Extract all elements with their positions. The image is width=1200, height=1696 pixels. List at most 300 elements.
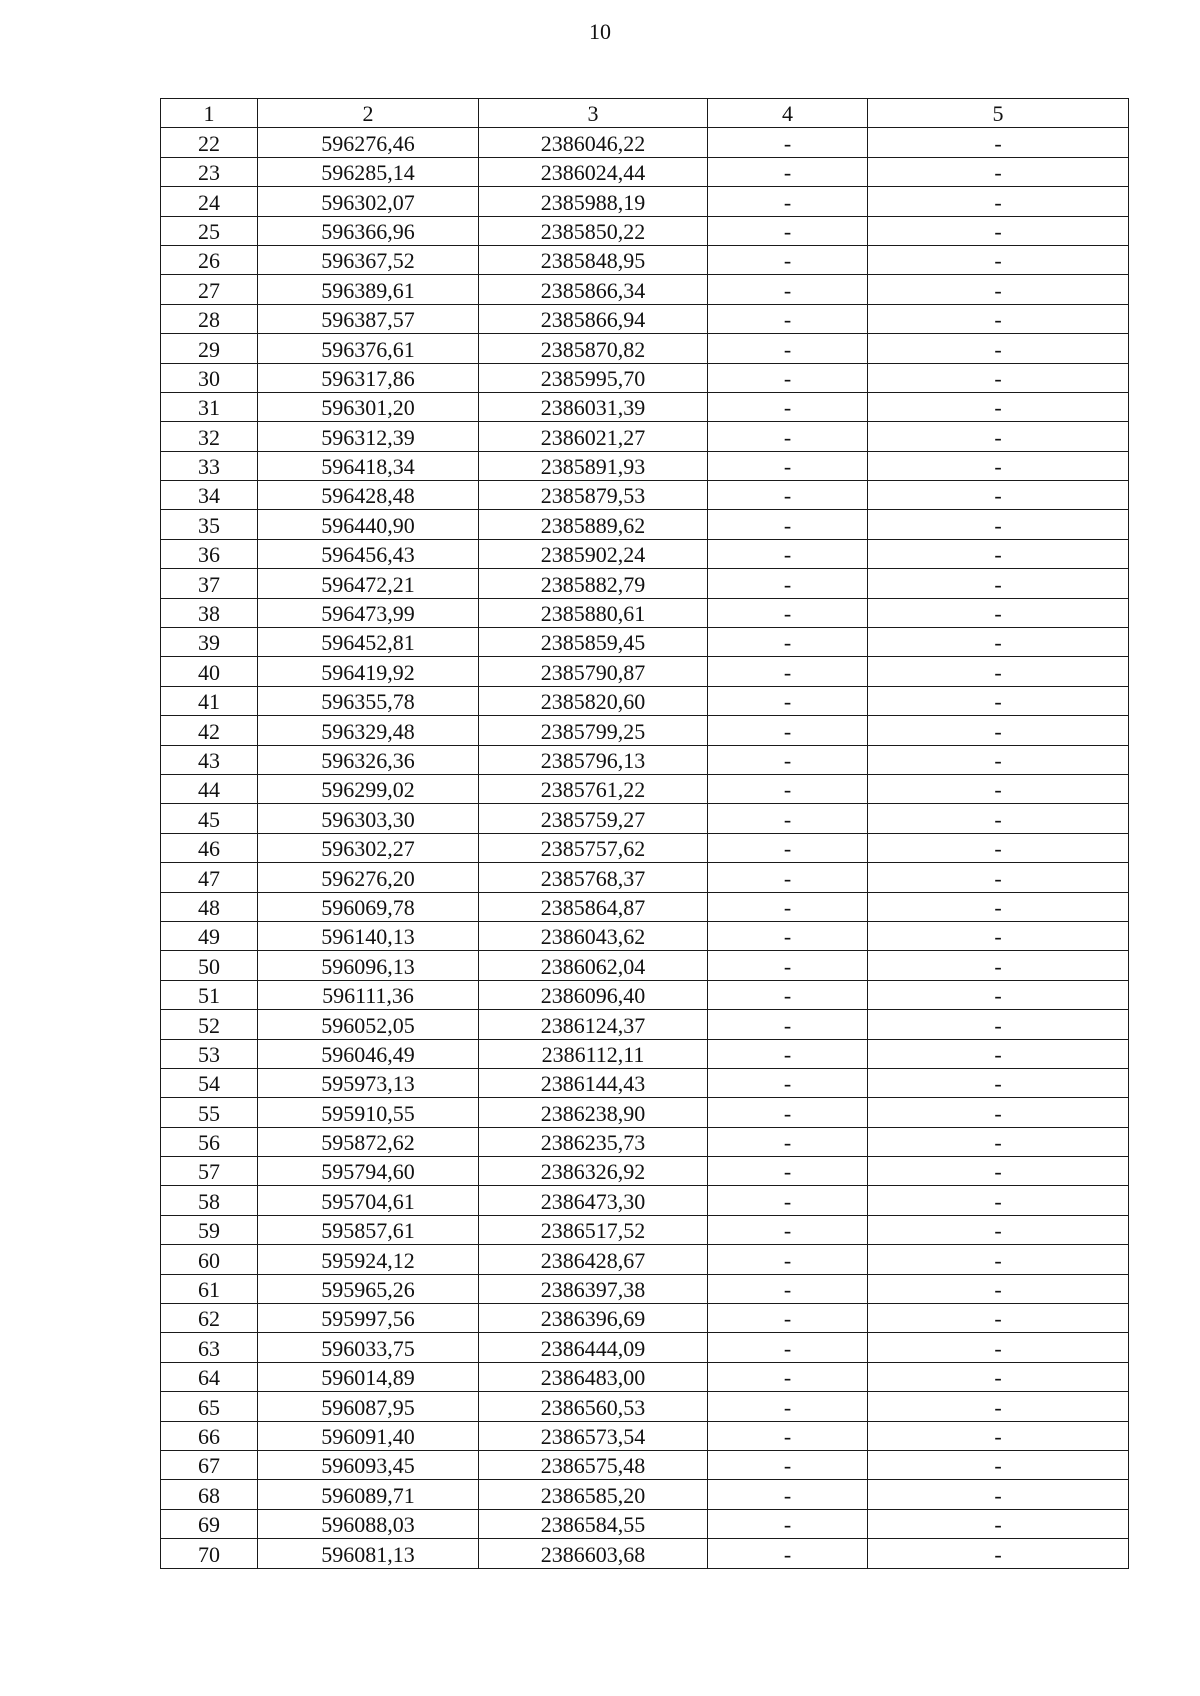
y-coordinate-cell: 2386238,90 xyxy=(479,1098,708,1127)
column-4-cell: - xyxy=(708,304,868,333)
x-coordinate-cell: 596440,90 xyxy=(258,510,479,539)
x-coordinate-cell: 595910,55 xyxy=(258,1098,479,1127)
x-coordinate-cell: 596093,45 xyxy=(258,1450,479,1479)
point-number-cell: 22 xyxy=(161,128,258,157)
table-row xyxy=(161,510,1129,539)
table-row xyxy=(161,1539,1129,1568)
point-number-cell: 36 xyxy=(161,539,258,568)
point-number-cell: 47 xyxy=(161,863,258,892)
table-row xyxy=(161,745,1129,774)
y-coordinate-cell: 2385757,62 xyxy=(479,833,708,862)
x-coordinate-cell: 596472,21 xyxy=(258,569,479,598)
x-coordinate-cell: 596367,52 xyxy=(258,245,479,274)
column-4-cell: - xyxy=(708,774,868,803)
y-coordinate-cell: 2386603,68 xyxy=(479,1539,708,1568)
column-4-cell: - xyxy=(708,745,868,774)
column-4-cell: - xyxy=(708,392,868,421)
column-4-cell: - xyxy=(708,334,868,363)
x-coordinate-cell: 595973,13 xyxy=(258,1068,479,1097)
point-number-cell: 52 xyxy=(161,1010,258,1039)
table-row xyxy=(161,1215,1129,1244)
point-number-cell: 26 xyxy=(161,245,258,274)
column-5-cell: - xyxy=(868,539,1129,568)
table-row xyxy=(161,481,1129,510)
y-coordinate-cell: 2385866,34 xyxy=(479,275,708,304)
point-number-cell: 34 xyxy=(161,481,258,510)
table-row xyxy=(161,216,1129,245)
y-coordinate-cell: 2385889,62 xyxy=(479,510,708,539)
x-coordinate-cell: 595872,62 xyxy=(258,1127,479,1156)
point-number-cell: 54 xyxy=(161,1068,258,1097)
y-coordinate-cell: 2385859,45 xyxy=(479,628,708,657)
table-row xyxy=(161,804,1129,833)
x-coordinate-cell: 596387,57 xyxy=(258,304,479,333)
column-4-cell: - xyxy=(708,1127,868,1156)
column-4-cell: - xyxy=(708,1039,868,1068)
coordinates-table xyxy=(160,98,1129,1569)
point-number-cell: 43 xyxy=(161,745,258,774)
x-coordinate-cell: 595997,56 xyxy=(258,1304,479,1333)
y-coordinate-cell: 2386021,27 xyxy=(479,422,708,451)
column-4-cell: - xyxy=(708,157,868,186)
table-row xyxy=(161,686,1129,715)
table-row xyxy=(161,657,1129,686)
y-coordinate-cell: 2386031,39 xyxy=(479,392,708,421)
column-4-cell: - xyxy=(708,275,868,304)
table-row xyxy=(161,1333,1129,1362)
table-row xyxy=(161,569,1129,598)
column-5-cell: - xyxy=(868,157,1129,186)
column-header: 2 xyxy=(258,99,479,128)
column-5-cell: - xyxy=(868,892,1129,921)
column-5-cell: - xyxy=(868,1245,1129,1274)
point-number-cell: 28 xyxy=(161,304,258,333)
column-5-cell: - xyxy=(868,1098,1129,1127)
x-coordinate-cell: 596376,61 xyxy=(258,334,479,363)
y-coordinate-cell: 2385879,53 xyxy=(479,481,708,510)
column-5-cell: - xyxy=(868,686,1129,715)
y-coordinate-cell: 2386585,20 xyxy=(479,1480,708,1509)
y-coordinate-cell: 2385880,61 xyxy=(479,598,708,627)
point-number-cell: 27 xyxy=(161,275,258,304)
y-coordinate-cell: 2386397,38 xyxy=(479,1274,708,1303)
table-row xyxy=(161,422,1129,451)
point-number-cell: 59 xyxy=(161,1215,258,1244)
y-coordinate-cell: 2385820,60 xyxy=(479,686,708,715)
x-coordinate-cell: 596276,20 xyxy=(258,863,479,892)
column-4-cell: - xyxy=(708,863,868,892)
table-row xyxy=(161,863,1129,892)
x-coordinate-cell: 596452,81 xyxy=(258,628,479,657)
column-5-cell: - xyxy=(868,1215,1129,1244)
y-coordinate-cell: 2386584,55 xyxy=(479,1509,708,1538)
point-number-cell: 58 xyxy=(161,1186,258,1215)
point-number-cell: 68 xyxy=(161,1480,258,1509)
point-number-cell: 69 xyxy=(161,1509,258,1538)
column-5-cell: - xyxy=(868,1539,1129,1568)
y-coordinate-cell: 2385799,25 xyxy=(479,716,708,745)
column-4-cell: - xyxy=(708,657,868,686)
table-row xyxy=(161,980,1129,1009)
y-coordinate-cell: 2385796,13 xyxy=(479,745,708,774)
column-5-cell: - xyxy=(868,245,1129,274)
column-5-cell: - xyxy=(868,334,1129,363)
column-4-cell: - xyxy=(708,216,868,245)
y-coordinate-cell: 2386112,11 xyxy=(479,1039,708,1068)
column-4-cell: - xyxy=(708,1274,868,1303)
point-number-cell: 56 xyxy=(161,1127,258,1156)
x-coordinate-cell: 596285,14 xyxy=(258,157,479,186)
y-coordinate-cell: 2385759,27 xyxy=(479,804,708,833)
table-row xyxy=(161,539,1129,568)
y-coordinate-cell: 2386473,30 xyxy=(479,1186,708,1215)
x-coordinate-cell: 596046,49 xyxy=(258,1039,479,1068)
column-4-cell: - xyxy=(708,363,868,392)
column-4-cell: - xyxy=(708,1480,868,1509)
column-4-cell: - xyxy=(708,451,868,480)
point-number-cell: 63 xyxy=(161,1333,258,1362)
table-row xyxy=(161,1068,1129,1097)
point-number-cell: 57 xyxy=(161,1157,258,1186)
column-4-cell: - xyxy=(708,1421,868,1450)
table-row xyxy=(161,1392,1129,1421)
point-number-cell: 60 xyxy=(161,1245,258,1274)
column-5-cell: - xyxy=(868,1304,1129,1333)
column-5-cell: - xyxy=(868,863,1129,892)
table-row xyxy=(161,598,1129,627)
column-4-cell: - xyxy=(708,510,868,539)
column-5-cell: - xyxy=(868,628,1129,657)
point-number-cell: 62 xyxy=(161,1304,258,1333)
y-coordinate-cell: 2386517,52 xyxy=(479,1215,708,1244)
y-coordinate-cell: 2385768,37 xyxy=(479,863,708,892)
x-coordinate-cell: 595924,12 xyxy=(258,1245,479,1274)
table-row xyxy=(161,1421,1129,1450)
x-coordinate-cell: 596087,95 xyxy=(258,1392,479,1421)
x-coordinate-cell: 596091,40 xyxy=(258,1421,479,1450)
y-coordinate-cell: 2386062,04 xyxy=(479,951,708,980)
point-number-cell: 25 xyxy=(161,216,258,245)
table-row xyxy=(161,1450,1129,1479)
table-row xyxy=(161,833,1129,862)
table-row xyxy=(161,628,1129,657)
y-coordinate-cell: 2386575,48 xyxy=(479,1450,708,1479)
x-coordinate-cell: 596033,75 xyxy=(258,1333,479,1362)
y-coordinate-cell: 2386024,44 xyxy=(479,157,708,186)
y-coordinate-cell: 2386096,40 xyxy=(479,980,708,1009)
point-number-cell: 48 xyxy=(161,892,258,921)
column-4-cell: - xyxy=(708,422,868,451)
column-5-cell: - xyxy=(868,804,1129,833)
y-coordinate-cell: 2385870,82 xyxy=(479,334,708,363)
column-5-cell: - xyxy=(868,1127,1129,1156)
x-coordinate-cell: 596052,05 xyxy=(258,1010,479,1039)
column-4-cell: - xyxy=(708,686,868,715)
column-4-cell: - xyxy=(708,980,868,1009)
x-coordinate-cell: 595965,26 xyxy=(258,1274,479,1303)
column-5-cell: - xyxy=(868,304,1129,333)
table-row xyxy=(161,1274,1129,1303)
point-number-cell: 46 xyxy=(161,833,258,862)
x-coordinate-cell: 596418,34 xyxy=(258,451,479,480)
column-header: 3 xyxy=(479,99,708,128)
column-5-cell: - xyxy=(868,216,1129,245)
point-number-cell: 39 xyxy=(161,628,258,657)
column-5-cell: - xyxy=(868,1421,1129,1450)
y-coordinate-cell: 2386144,43 xyxy=(479,1068,708,1097)
column-4-cell: - xyxy=(708,1333,868,1362)
x-coordinate-cell: 596389,61 xyxy=(258,275,479,304)
column-5-cell: - xyxy=(868,275,1129,304)
table-row xyxy=(161,1480,1129,1509)
x-coordinate-cell: 596069,78 xyxy=(258,892,479,921)
x-coordinate-cell: 596089,71 xyxy=(258,1480,479,1509)
point-number-cell: 51 xyxy=(161,980,258,1009)
column-5-cell: - xyxy=(868,1480,1129,1509)
column-5-cell: - xyxy=(868,716,1129,745)
y-coordinate-cell: 2386396,69 xyxy=(479,1304,708,1333)
y-coordinate-cell: 2386560,53 xyxy=(479,1392,708,1421)
table-row xyxy=(161,1127,1129,1156)
column-5-cell: - xyxy=(868,1068,1129,1097)
x-coordinate-cell: 596456,43 xyxy=(258,539,479,568)
table-body xyxy=(161,99,1129,1569)
column-4-cell: - xyxy=(708,1539,868,1568)
point-number-cell: 45 xyxy=(161,804,258,833)
x-coordinate-cell: 595794,60 xyxy=(258,1157,479,1186)
table-row xyxy=(161,275,1129,304)
point-number-cell: 66 xyxy=(161,1421,258,1450)
y-coordinate-cell: 2385891,93 xyxy=(479,451,708,480)
x-coordinate-cell: 596312,39 xyxy=(258,422,479,451)
x-coordinate-cell: 595704,61 xyxy=(258,1186,479,1215)
column-4-cell: - xyxy=(708,1362,868,1391)
column-5-cell: - xyxy=(868,774,1129,803)
y-coordinate-cell: 2386235,73 xyxy=(479,1127,708,1156)
column-5-cell: - xyxy=(868,1362,1129,1391)
column-5-cell: - xyxy=(868,1392,1129,1421)
column-5-cell: - xyxy=(868,569,1129,598)
y-coordinate-cell: 2386483,00 xyxy=(479,1362,708,1391)
y-coordinate-cell: 2385848,95 xyxy=(479,245,708,274)
column-4-cell: - xyxy=(708,481,868,510)
y-coordinate-cell: 2385882,79 xyxy=(479,569,708,598)
point-number-cell: 44 xyxy=(161,774,258,803)
y-coordinate-cell: 2386444,09 xyxy=(479,1333,708,1362)
table-row xyxy=(161,304,1129,333)
point-number-cell: 35 xyxy=(161,510,258,539)
column-4-cell: - xyxy=(708,1450,868,1479)
column-4-cell: - xyxy=(708,539,868,568)
table-row xyxy=(161,1304,1129,1333)
x-coordinate-cell: 596355,78 xyxy=(258,686,479,715)
column-4-cell: - xyxy=(708,128,868,157)
header-row xyxy=(161,99,1129,128)
column-4-cell: - xyxy=(708,1392,868,1421)
point-number-cell: 65 xyxy=(161,1392,258,1421)
column-header: 5 xyxy=(868,99,1129,128)
table-row xyxy=(161,245,1129,274)
x-coordinate-cell: 595857,61 xyxy=(258,1215,479,1244)
y-coordinate-cell: 2385864,87 xyxy=(479,892,708,921)
point-number-cell: 29 xyxy=(161,334,258,363)
y-coordinate-cell: 2386124,37 xyxy=(479,1010,708,1039)
y-coordinate-cell: 2386043,62 xyxy=(479,921,708,950)
column-5-cell: - xyxy=(868,510,1129,539)
x-coordinate-cell: 596301,20 xyxy=(258,392,479,421)
x-coordinate-cell: 596317,86 xyxy=(258,363,479,392)
y-coordinate-cell: 2386046,22 xyxy=(479,128,708,157)
column-4-cell: - xyxy=(708,1068,868,1097)
column-5-cell: - xyxy=(868,1274,1129,1303)
column-4-cell: - xyxy=(708,569,868,598)
column-5-cell: - xyxy=(868,833,1129,862)
table-row xyxy=(161,392,1129,421)
column-4-cell: - xyxy=(708,833,868,862)
column-4-cell: - xyxy=(708,892,868,921)
column-4-cell: - xyxy=(708,1304,868,1333)
column-4-cell: - xyxy=(708,1098,868,1127)
table-row xyxy=(161,334,1129,363)
column-5-cell: - xyxy=(868,1039,1129,1068)
y-coordinate-cell: 2385866,94 xyxy=(479,304,708,333)
column-4-cell: - xyxy=(708,1509,868,1538)
x-coordinate-cell: 596088,03 xyxy=(258,1509,479,1538)
x-coordinate-cell: 596428,48 xyxy=(258,481,479,510)
column-5-cell: - xyxy=(868,1157,1129,1186)
x-coordinate-cell: 596299,02 xyxy=(258,774,479,803)
table-row xyxy=(161,951,1129,980)
table-row xyxy=(161,716,1129,745)
table-row xyxy=(161,921,1129,950)
column-5-cell: - xyxy=(868,481,1129,510)
column-5-cell: - xyxy=(868,921,1129,950)
page-number: 10 xyxy=(589,19,611,44)
column-4-cell: - xyxy=(708,187,868,216)
column-4-cell: - xyxy=(708,1010,868,1039)
column-5-cell: - xyxy=(868,392,1129,421)
table-row xyxy=(161,363,1129,392)
table-row xyxy=(161,157,1129,186)
table-row xyxy=(161,1245,1129,1274)
table-row xyxy=(161,1509,1129,1538)
x-coordinate-cell: 596014,89 xyxy=(258,1362,479,1391)
point-number-cell: 37 xyxy=(161,569,258,598)
point-number-cell: 49 xyxy=(161,921,258,950)
point-number-cell: 53 xyxy=(161,1039,258,1068)
point-number-cell: 32 xyxy=(161,422,258,451)
table-row xyxy=(161,1362,1129,1391)
column-4-cell: - xyxy=(708,1186,868,1215)
x-coordinate-cell: 596329,48 xyxy=(258,716,479,745)
column-5-cell: - xyxy=(868,1509,1129,1538)
column-5-cell: - xyxy=(868,422,1129,451)
x-coordinate-cell: 596419,92 xyxy=(258,657,479,686)
point-number-cell: 38 xyxy=(161,598,258,627)
y-coordinate-cell: 2385790,87 xyxy=(479,657,708,686)
y-coordinate-cell: 2386573,54 xyxy=(479,1421,708,1450)
column-5-cell: - xyxy=(868,128,1129,157)
table-row xyxy=(161,1186,1129,1215)
column-header: 1 xyxy=(161,99,258,128)
column-4-cell: - xyxy=(708,1157,868,1186)
column-5-cell: - xyxy=(868,657,1129,686)
x-coordinate-cell: 596326,36 xyxy=(258,745,479,774)
table-row xyxy=(161,1010,1129,1039)
column-4-cell: - xyxy=(708,598,868,627)
table-row xyxy=(161,1098,1129,1127)
x-coordinate-cell: 596303,30 xyxy=(258,804,479,833)
column-4-cell: - xyxy=(708,716,868,745)
table-row xyxy=(161,451,1129,480)
column-4-cell: - xyxy=(708,245,868,274)
table-row xyxy=(161,187,1129,216)
point-number-cell: 61 xyxy=(161,1274,258,1303)
x-coordinate-cell: 596473,99 xyxy=(258,598,479,627)
x-coordinate-cell: 596081,13 xyxy=(258,1539,479,1568)
column-5-cell: - xyxy=(868,1450,1129,1479)
y-coordinate-cell: 2385988,19 xyxy=(479,187,708,216)
column-5-cell: - xyxy=(868,745,1129,774)
point-number-cell: 42 xyxy=(161,716,258,745)
point-number-cell: 33 xyxy=(161,451,258,480)
point-number-cell: 70 xyxy=(161,1539,258,1568)
x-coordinate-cell: 596302,27 xyxy=(258,833,479,862)
x-coordinate-cell: 596276,46 xyxy=(258,128,479,157)
column-header: 4 xyxy=(708,99,868,128)
x-coordinate-cell: 596111,36 xyxy=(258,980,479,1009)
table-row xyxy=(161,128,1129,157)
point-number-cell: 30 xyxy=(161,363,258,392)
table-row xyxy=(161,892,1129,921)
x-coordinate-cell: 596366,96 xyxy=(258,216,479,245)
column-5-cell: - xyxy=(868,598,1129,627)
x-coordinate-cell: 596302,07 xyxy=(258,187,479,216)
column-5-cell: - xyxy=(868,1333,1129,1362)
table-row xyxy=(161,1039,1129,1068)
point-number-cell: 24 xyxy=(161,187,258,216)
column-4-cell: - xyxy=(708,951,868,980)
point-number-cell: 50 xyxy=(161,951,258,980)
column-5-cell: - xyxy=(868,1010,1129,1039)
point-number-cell: 55 xyxy=(161,1098,258,1127)
column-4-cell: - xyxy=(708,1245,868,1274)
y-coordinate-cell: 2386326,92 xyxy=(479,1157,708,1186)
column-5-cell: - xyxy=(868,187,1129,216)
y-coordinate-cell: 2385761,22 xyxy=(479,774,708,803)
column-4-cell: - xyxy=(708,628,868,657)
column-5-cell: - xyxy=(868,1186,1129,1215)
point-number-cell: 40 xyxy=(161,657,258,686)
y-coordinate-cell: 2386428,67 xyxy=(479,1245,708,1274)
y-coordinate-cell: 2385902,24 xyxy=(479,539,708,568)
column-4-cell: - xyxy=(708,804,868,833)
point-number-cell: 67 xyxy=(161,1450,258,1479)
point-number-cell: 23 xyxy=(161,157,258,186)
table-row xyxy=(161,774,1129,803)
column-4-cell: - xyxy=(708,1215,868,1244)
point-number-cell: 31 xyxy=(161,392,258,421)
column-5-cell: - xyxy=(868,951,1129,980)
table-row xyxy=(161,1157,1129,1186)
column-5-cell: - xyxy=(868,980,1129,1009)
column-5-cell: - xyxy=(868,451,1129,480)
x-coordinate-cell: 596096,13 xyxy=(258,951,479,980)
y-coordinate-cell: 2385850,22 xyxy=(479,216,708,245)
x-coordinate-cell: 596140,13 xyxy=(258,921,479,950)
point-number-cell: 41 xyxy=(161,686,258,715)
point-number-cell: 64 xyxy=(161,1362,258,1391)
